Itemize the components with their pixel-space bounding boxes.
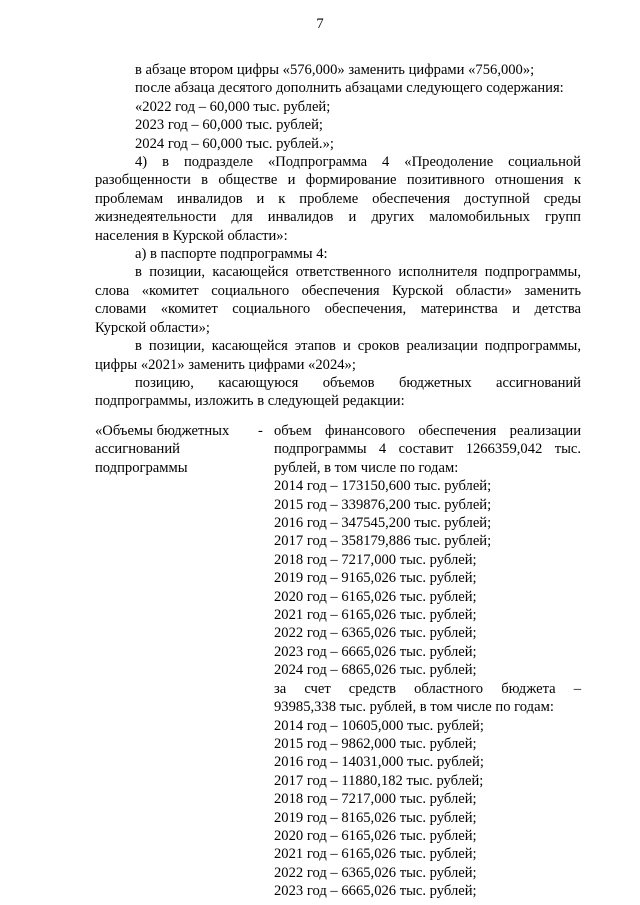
table-value-line: 2018 год – 7217,000 тыс. рублей;: [274, 551, 477, 568]
paragraph-line: населения в Курской области»:: [95, 227, 288, 244]
table-value-line: рублей, в том числе по годам:: [274, 459, 459, 476]
table-value-line: 2014 год – 10605,000 тыс. рублей;: [274, 717, 484, 734]
table-value-line: 2016 год – 347545,200 тыс. рублей;: [274, 515, 492, 532]
paragraph-line: цифры «2021» заменить цифрами «2024»;: [95, 356, 356, 373]
table-value-line: 2024 год – 6865,026 тыс. рублей;: [274, 662, 477, 679]
paragraph-line: 2024 год – 60,000 тыс. рублей.»;: [135, 135, 334, 152]
table-value-line: 2021 год – 6165,026 тыс. рублей;: [274, 846, 477, 863]
paragraph-line: 2023 год – 60,000 тыс. рублей;: [135, 117, 323, 134]
table-value-line: 2023 год – 6665,026 тыс. рублей;: [274, 643, 477, 660]
paragraph-line: позицию, касающуюся объемов бюджетных ассигнований: [135, 374, 581, 391]
paragraph-line: в позиции, касающейся ответственного исполнителя подпрограммы,: [135, 264, 581, 281]
paragraph-line: «2022 год – 60,000 тыс. рублей;: [135, 98, 331, 115]
table-value-line: 2019 год – 8165,026 тыс. рублей;: [274, 809, 477, 826]
table-value-line: 2015 год – 339876,200 тыс. рублей;: [274, 496, 492, 513]
paragraph-line: 4) в подразделе «Подпрограмма 4 «Преодоление социальной: [135, 154, 581, 171]
paragraph-line: жизнедеятельности для инвалидов и других маломобильных групп: [95, 209, 581, 226]
paragraph-line: а) в паспорте подпрограммы 4:: [135, 246, 328, 263]
table-value-line: 2017 год – 11880,182 тыс. рублей;: [274, 772, 484, 789]
table-value-line: за счет средств областного бюджета –: [274, 680, 581, 697]
paragraph-line: подпрограммы, изложить в следующей редакции:: [95, 393, 405, 410]
document-body: [95, 61, 581, 411]
table-value-line: 2014 год – 173150,600 тыс. рублей;: [274, 478, 492, 495]
paragraph-line: после абзаца десятого дополнить абзацами следующего содержания:: [135, 80, 564, 97]
paragraph-line: разобщенности в обществе и формирование позитивного отношения к: [95, 172, 581, 189]
paragraph-line: словами «комитет социального обеспечения, материнства и детства: [95, 301, 581, 318]
table-value-line: 2019 год – 9165,026 тыс. рублей;: [274, 570, 477, 587]
table-label-line: «Объемы бюджетных: [95, 423, 230, 439]
table-value-line: 93985,338 тыс. рублей, в том числе по годам:: [274, 699, 554, 716]
table-value-line: 2020 год – 6165,026 тыс. рублей;: [274, 827, 477, 844]
table-dash: -: [258, 423, 263, 439]
table-value-line: 2018 год – 7217,000 тыс. рублей;: [274, 791, 477, 808]
table-value-line: 2022 год – 6365,026 тыс. рублей;: [274, 864, 477, 881]
table-value-line: 2020 год – 6165,026 тыс. рублей;: [274, 588, 477, 605]
paragraph-line: в позиции, касающейся этапов и сроков реализации подпрограммы,: [135, 338, 581, 355]
table-value-line: 2022 год – 6365,026 тыс. рублей;: [274, 625, 477, 642]
table-value-column: [274, 422, 581, 901]
paragraph-line: слова «комитет социального обеспечения Курской области» заменить: [95, 282, 581, 299]
paragraph-line: в абзаце втором цифры «576,000» заменить цифрами «756,000»;: [135, 62, 535, 78]
table-label-line: подпрограммы: [95, 459, 188, 476]
table-value-line: 2023 год – 6665,026 тыс. рублей;: [274, 883, 477, 900]
table-value-line: 2016 год – 14031,000 тыс. рублей;: [274, 754, 484, 771]
paragraph-line: Курской области»;: [95, 319, 210, 336]
table-label-column: [95, 422, 260, 477]
table-value-line: 2017 год – 358179,886 тыс. рублей;: [274, 533, 492, 550]
table-value-line: объем финансового обеспечения реализации: [274, 423, 581, 439]
table-value-line: подпрограммы 4 составит 1266359,042 тыс.: [274, 441, 581, 458]
table-value-line: 2015 год – 9862,000 тыс. рублей;: [274, 735, 477, 752]
page-number: 7: [316, 16, 324, 32]
table-label-line: ассигнований: [95, 441, 180, 458]
table-value-line: 2021 год – 6165,026 тыс. рублей;: [274, 607, 477, 624]
paragraph-line: проблемам инвалидов и к проблеме обеспечения доступной среды: [95, 190, 581, 207]
